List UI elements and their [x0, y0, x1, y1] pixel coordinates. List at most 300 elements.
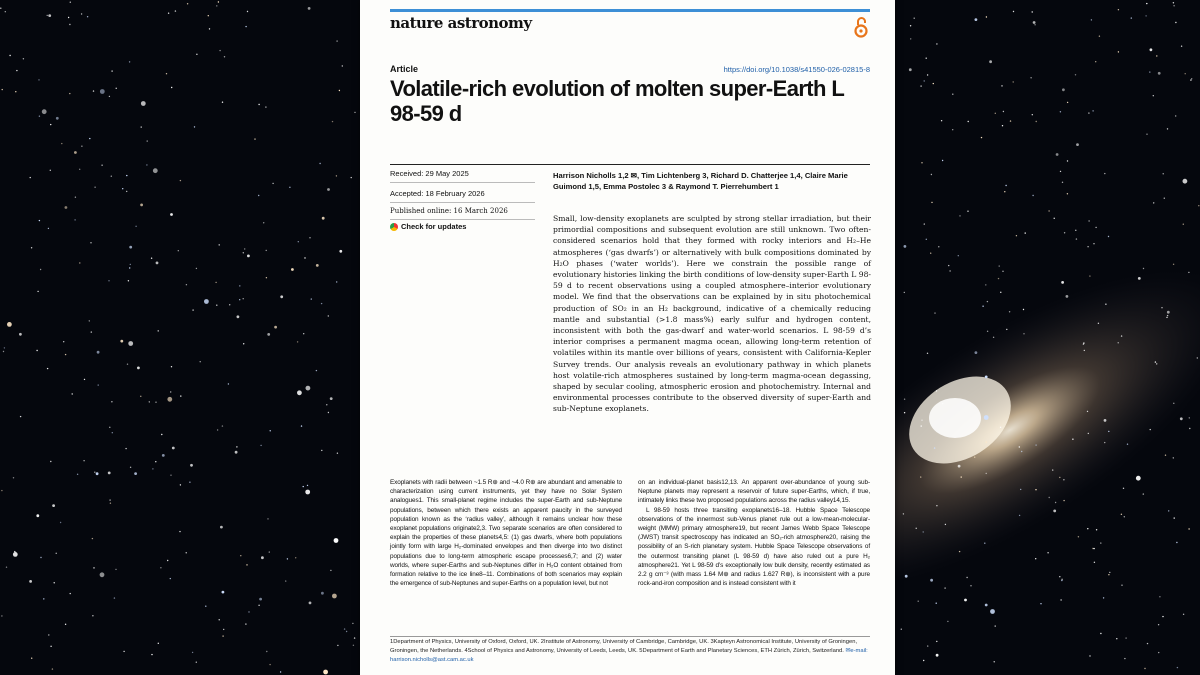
star — [40, 557, 41, 558]
star — [1146, 134, 1147, 135]
star — [1183, 179, 1188, 184]
star — [1143, 268, 1144, 269]
star — [248, 611, 249, 612]
body-paragraph: on an individual-planet basis12,13. An apparent over-abundance of young sub-Neptune planets may represent a reservoir of future super-Earths, which, if true, intimately links these two proposed populations across the radius valley14,15. — [638, 479, 870, 505]
star — [47, 15, 48, 16]
star — [1032, 11, 1033, 12]
star — [1153, 95, 1154, 96]
star — [1075, 74, 1076, 75]
star — [258, 195, 259, 196]
star — [190, 464, 193, 467]
star — [311, 298, 312, 299]
star — [1183, 224, 1184, 225]
star — [1147, 643, 1148, 644]
star — [19, 333, 22, 336]
star — [152, 468, 153, 469]
star — [1067, 193, 1068, 194]
star — [1076, 238, 1077, 239]
star — [339, 90, 340, 91]
star — [1016, 235, 1017, 236]
star — [309, 237, 310, 238]
star — [301, 425, 302, 426]
star — [1060, 171, 1061, 172]
star — [959, 551, 960, 552]
body-column-right — [638, 478, 870, 588]
star — [921, 420, 922, 421]
star — [180, 484, 181, 485]
star — [974, 457, 975, 458]
star — [964, 599, 967, 602]
star — [129, 267, 130, 268]
star — [172, 447, 175, 450]
star — [81, 146, 82, 147]
star — [60, 522, 61, 523]
star — [229, 304, 230, 305]
star — [130, 264, 131, 265]
star — [69, 24, 70, 25]
star — [130, 467, 131, 468]
star — [1035, 489, 1036, 490]
star — [1034, 24, 1035, 25]
star — [289, 187, 290, 188]
star — [1096, 529, 1097, 530]
star — [968, 121, 969, 122]
star — [1158, 624, 1159, 625]
star — [1023, 309, 1024, 310]
star — [921, 425, 922, 426]
body-paragraph: Exoplanets with radii between ~1.5 R⊕ and ~4.0 R⊕ are abundant and amenable to characterization using current instruments, yet they have no Solar System analogues1. This small-planet regime includes the super-Earth and sub-Neptune populations, between which there exists an apparent paucity in the surveyed population known as the ‘radius valley’, although it remains unclear how these exoplanet populations originate2,3. Two separate scenarios are often considered to explain the properties of these planets4,5: (1) gas dwarfs, where both populations jointly form with large H₂-dominated envelopes and then diverge into two distinct populations due to long-term atmospheric escape processes6,7; and (2) water worlds, where super-Earths and sub-Neptunes differ in H₂O content obtained from formation relative to the ice line8–11. Combinations of both scenarios may explain the emergence of sub-Neptunes and super-Earths on a population level, but not — [390, 479, 622, 588]
star — [927, 353, 928, 354]
star — [930, 579, 933, 582]
star — [189, 482, 190, 483]
star — [205, 606, 206, 607]
star — [1059, 576, 1060, 577]
check-for-updates-button[interactable] — [390, 222, 466, 231]
star — [970, 585, 971, 586]
star — [1088, 220, 1089, 221]
star — [1138, 277, 1141, 280]
affiliations-text: 1Department of Physics, University of Oxford, Oxford, UK. 2Institute of Astronomy, University of Cambridge, Cambridge, UK. 3Kapteyn Astronomical Institute, University of Groningen, Groningen, the Netherlands. 4School of Physics and Astronomy, University of Leeds, Leeds, UK. 5Department of Earth and Planetary Sciences, ETH Zürich, Zürich, Switzerland. — [390, 639, 858, 655]
star — [1032, 114, 1033, 115]
star — [1143, 493, 1144, 494]
star — [244, 248, 245, 249]
star — [20, 416, 21, 417]
star — [167, 397, 172, 402]
star — [156, 262, 159, 265]
star — [247, 255, 250, 258]
star — [916, 528, 917, 529]
star — [1165, 455, 1166, 456]
star — [1094, 562, 1095, 563]
star — [52, 504, 55, 507]
star — [1025, 232, 1026, 233]
star — [171, 87, 172, 88]
star — [100, 89, 105, 94]
star — [127, 364, 128, 365]
star — [986, 16, 987, 17]
star — [339, 250, 342, 253]
star — [1167, 311, 1170, 314]
star — [931, 174, 932, 175]
star — [162, 454, 165, 457]
star — [1180, 417, 1183, 420]
star — [194, 126, 195, 127]
star — [1167, 128, 1168, 129]
star — [352, 623, 353, 624]
star — [1104, 419, 1107, 422]
star — [1061, 579, 1062, 580]
star — [330, 570, 331, 571]
star — [1159, 596, 1160, 597]
star — [1054, 218, 1055, 219]
star — [215, 282, 216, 283]
star — [934, 447, 935, 448]
star — [918, 601, 919, 602]
star — [321, 450, 322, 451]
star — [92, 615, 93, 616]
star — [1197, 357, 1198, 358]
star — [1, 490, 2, 491]
star — [126, 175, 127, 176]
star — [321, 592, 324, 595]
star — [904, 399, 905, 400]
star — [50, 124, 51, 125]
star — [287, 558, 288, 559]
star — [161, 434, 162, 435]
star — [1, 615, 2, 616]
star — [111, 401, 112, 402]
star — [246, 564, 247, 565]
star — [240, 555, 241, 556]
star — [65, 624, 66, 625]
star — [3, 351, 4, 352]
star — [936, 654, 939, 657]
star — [1088, 433, 1089, 434]
star — [944, 587, 945, 588]
star — [209, 28, 210, 29]
star — [222, 425, 223, 426]
star — [930, 253, 931, 254]
doi-link[interactable]: https://doi.org/10.1038/s41550-026-02815-8 — [723, 65, 870, 74]
star — [1124, 658, 1125, 659]
star — [137, 367, 140, 370]
star — [218, 1, 219, 2]
star — [307, 485, 308, 486]
star — [61, 143, 62, 144]
star — [48, 634, 49, 635]
star — [936, 641, 937, 642]
star — [1149, 71, 1150, 72]
star — [92, 538, 93, 539]
star — [216, 305, 217, 306]
star — [1100, 633, 1101, 634]
star — [220, 526, 223, 529]
star — [966, 577, 967, 578]
star — [336, 40, 337, 41]
star — [1156, 363, 1157, 364]
star — [42, 109, 47, 114]
star — [91, 331, 92, 332]
star — [945, 524, 946, 525]
star — [1173, 264, 1174, 265]
star — [222, 591, 225, 594]
star — [933, 83, 934, 84]
affiliations — [390, 638, 872, 666]
star — [995, 625, 996, 626]
star — [1118, 9, 1119, 10]
star — [923, 531, 924, 532]
star — [192, 309, 193, 310]
star — [1013, 81, 1014, 82]
star — [192, 652, 193, 653]
star — [196, 268, 197, 269]
star — [1030, 77, 1031, 78]
star — [975, 351, 978, 354]
star — [170, 213, 173, 216]
star — [79, 169, 80, 170]
star — [999, 265, 1000, 266]
star — [984, 415, 989, 420]
star — [15, 91, 16, 92]
star — [1185, 73, 1186, 74]
star — [987, 301, 988, 302]
star — [1060, 111, 1061, 112]
star — [1092, 548, 1093, 549]
star — [36, 514, 39, 517]
star — [245, 26, 246, 27]
star — [109, 427, 110, 428]
star — [43, 598, 44, 599]
star — [111, 70, 112, 71]
star — [1105, 304, 1106, 305]
star — [160, 567, 161, 568]
star — [1116, 638, 1117, 639]
star — [258, 104, 259, 105]
star — [39, 116, 40, 117]
star — [65, 354, 66, 355]
star — [120, 340, 123, 343]
star — [1003, 111, 1004, 112]
star — [180, 180, 181, 181]
star — [74, 219, 75, 220]
star — [258, 605, 259, 606]
star — [1087, 528, 1088, 529]
star — [100, 572, 105, 577]
star — [1049, 497, 1050, 498]
star — [1109, 572, 1110, 573]
star — [153, 168, 158, 173]
star — [280, 295, 283, 298]
star — [1093, 243, 1094, 244]
star — [297, 341, 298, 342]
star — [904, 412, 905, 413]
star — [140, 396, 141, 397]
star — [135, 226, 136, 227]
star — [5, 11, 6, 12]
star — [332, 121, 333, 122]
star — [1048, 210, 1049, 211]
star — [1021, 451, 1022, 452]
star — [353, 645, 354, 646]
star — [243, 343, 244, 344]
star — [269, 664, 270, 665]
email-link[interactable]: ✉e-mail: harrison.nicholls@ast.cam.ac.uk — [390, 648, 868, 664]
star — [171, 366, 172, 367]
star — [267, 518, 268, 519]
star — [936, 505, 937, 506]
star — [975, 18, 978, 21]
star — [323, 670, 328, 675]
star — [1013, 11, 1014, 12]
star — [1177, 667, 1178, 668]
star — [330, 397, 333, 400]
star — [1100, 542, 1101, 543]
star — [334, 538, 339, 543]
star — [910, 25, 911, 26]
star — [50, 646, 51, 647]
star — [1067, 160, 1068, 161]
star — [147, 140, 148, 141]
star — [1062, 88, 1065, 91]
star — [155, 402, 156, 403]
star — [1167, 315, 1168, 316]
star — [68, 17, 69, 18]
star — [36, 350, 37, 351]
star — [316, 370, 317, 371]
star — [923, 660, 924, 661]
star — [31, 658, 32, 659]
star — [1190, 79, 1191, 80]
star — [1047, 552, 1048, 553]
star — [926, 239, 927, 240]
star — [985, 376, 988, 379]
star — [1150, 429, 1151, 430]
star — [13, 552, 18, 557]
star — [1158, 72, 1161, 75]
star — [175, 10, 176, 11]
star — [1089, 275, 1090, 276]
star — [204, 299, 209, 304]
star — [1006, 329, 1007, 330]
star — [1035, 444, 1036, 445]
star — [901, 629, 902, 630]
star — [961, 476, 962, 477]
star — [1032, 195, 1033, 196]
star — [910, 38, 911, 39]
star — [219, 619, 220, 620]
star — [1175, 22, 1176, 23]
star — [1087, 246, 1088, 247]
star — [89, 320, 90, 321]
star — [217, 429, 218, 430]
star — [90, 242, 91, 243]
star — [1067, 102, 1068, 103]
star — [1002, 271, 1003, 272]
star — [1093, 548, 1094, 549]
star — [304, 257, 305, 258]
star — [342, 65, 343, 66]
star — [936, 43, 937, 44]
star — [128, 280, 129, 281]
star — [920, 85, 921, 86]
star — [170, 475, 171, 476]
star — [931, 202, 932, 203]
star — [1158, 652, 1159, 653]
star — [31, 247, 32, 248]
star — [1198, 205, 1199, 206]
star — [1075, 230, 1076, 231]
star — [948, 265, 949, 266]
star — [151, 654, 152, 655]
star — [48, 228, 49, 229]
star — [927, 645, 928, 646]
star — [990, 609, 995, 614]
star — [1189, 428, 1190, 429]
star — [1188, 528, 1189, 529]
star — [1176, 542, 1177, 543]
star — [236, 446, 237, 447]
star — [70, 2, 71, 3]
star — [270, 430, 271, 431]
star — [1010, 120, 1011, 121]
star — [1019, 446, 1020, 447]
star — [1125, 637, 1126, 638]
star — [285, 580, 286, 581]
star — [109, 499, 110, 500]
star — [1000, 427, 1001, 428]
star — [1146, 3, 1147, 4]
star — [1092, 110, 1093, 111]
star — [239, 299, 240, 300]
star — [344, 628, 345, 629]
star — [23, 58, 24, 59]
star — [1002, 125, 1003, 126]
star — [170, 391, 171, 392]
star — [168, 13, 169, 14]
star — [1145, 15, 1146, 16]
star — [1166, 317, 1167, 318]
star — [200, 361, 201, 362]
author-list: Harrison Nicholls 1,2 ✉, Tim Lichtenberg 3, Richard D. Chatterjee 1,4, Claire Marie Guimond 1,5, Emma Postolec 3 & Raymond T. Pierrehumbert 1 — [553, 171, 848, 191]
star — [254, 138, 255, 139]
star — [1053, 510, 1056, 513]
star — [1087, 411, 1088, 412]
star — [129, 61, 130, 62]
star — [109, 96, 110, 97]
star — [98, 384, 99, 385]
star — [1108, 431, 1109, 432]
star — [308, 7, 311, 10]
star — [952, 129, 953, 130]
star — [38, 79, 39, 80]
star — [1095, 227, 1096, 228]
star — [149, 401, 150, 402]
star — [938, 246, 939, 247]
star — [332, 594, 337, 599]
footnote-divider — [390, 636, 870, 637]
star — [1061, 281, 1064, 284]
star — [97, 351, 100, 354]
star — [1121, 514, 1122, 515]
star — [114, 597, 115, 598]
star — [1000, 292, 1001, 293]
star — [949, 270, 950, 271]
star — [986, 473, 987, 474]
star — [65, 206, 68, 209]
body-column-left — [390, 478, 622, 588]
star — [83, 460, 84, 461]
star — [50, 170, 51, 171]
